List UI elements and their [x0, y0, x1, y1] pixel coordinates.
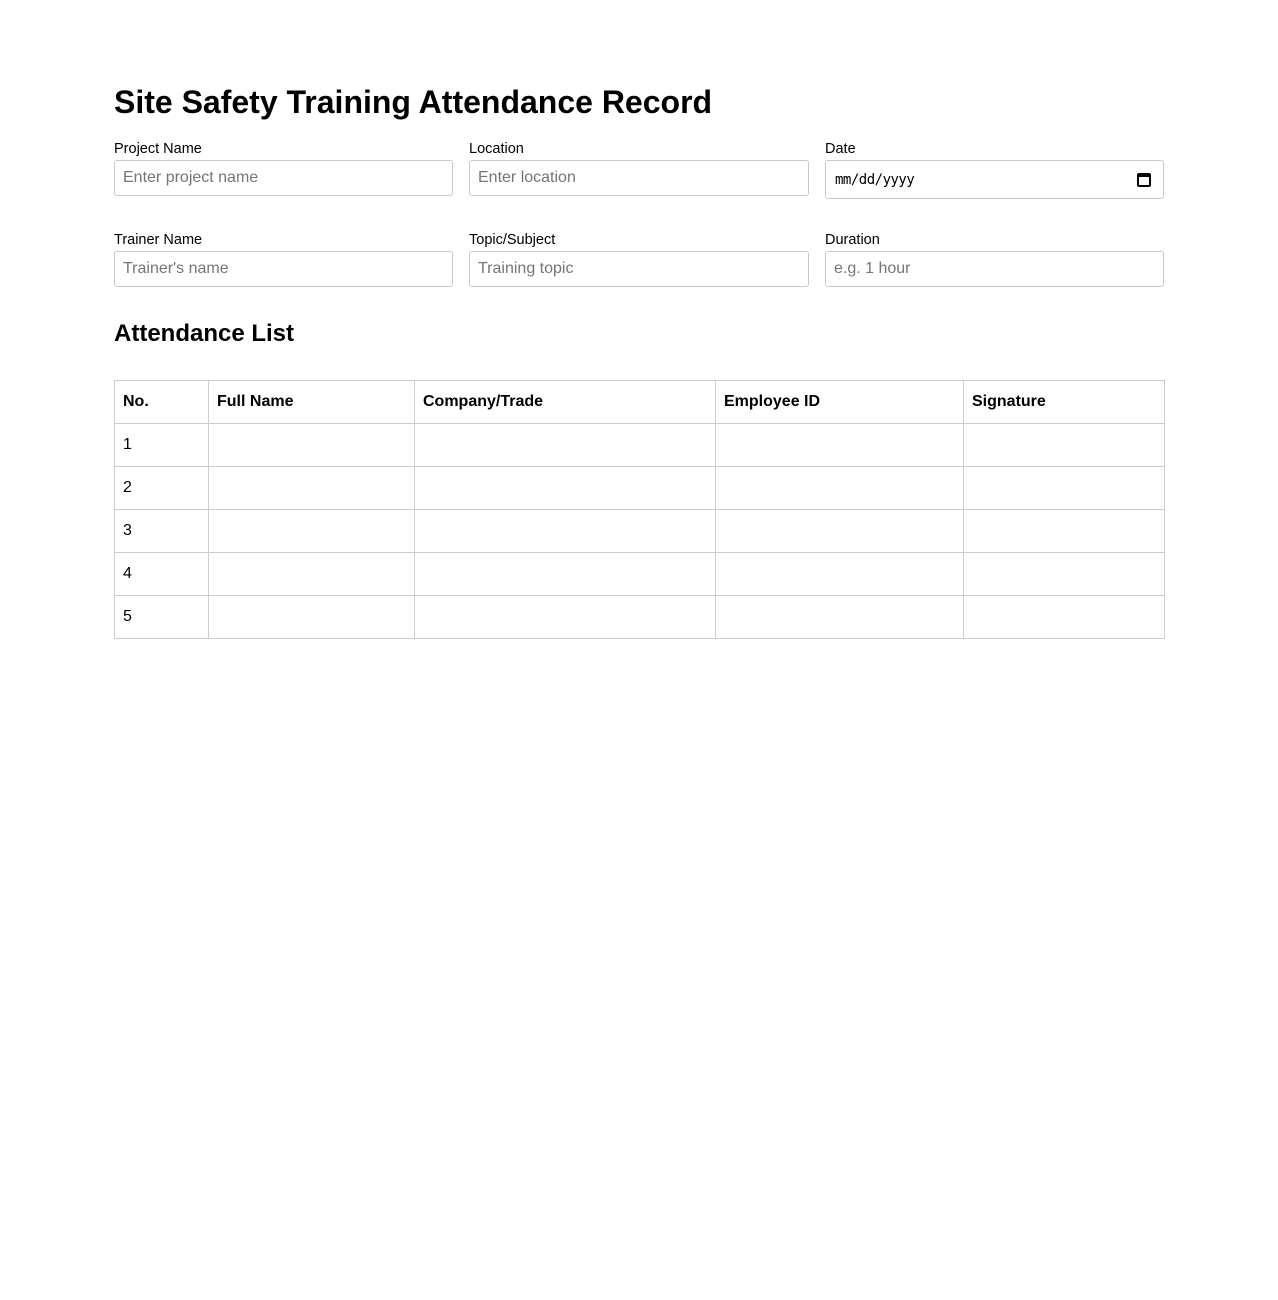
row-number: 3	[115, 510, 209, 553]
date-placeholder: mm/dd/yyyy	[835, 172, 915, 188]
signature-cell[interactable]	[964, 596, 1165, 639]
date-label: Date	[825, 141, 856, 157]
column-header-signature: Signature	[964, 381, 1165, 424]
date-field	[825, 140, 1164, 199]
full-name-cell[interactable]	[209, 596, 415, 639]
table-row	[115, 510, 1165, 553]
form-row-2	[114, 231, 1164, 287]
calendar-icon[interactable]	[1137, 173, 1151, 187]
duration-field	[825, 231, 1164, 287]
attendance-table	[114, 380, 1165, 639]
company-cell[interactable]	[415, 510, 716, 553]
duration-input[interactable]	[825, 251, 1164, 287]
company-cell[interactable]	[415, 467, 716, 510]
full-name-cell[interactable]	[209, 424, 415, 467]
employee-id-cell[interactable]	[716, 510, 964, 553]
row-number: 2	[115, 467, 209, 510]
topic-input[interactable]	[469, 251, 809, 287]
column-header-no: No.	[115, 381, 209, 424]
company-cell[interactable]	[415, 424, 716, 467]
trainer-name-field	[114, 231, 453, 287]
location-label: Location	[469, 141, 524, 157]
employee-id-cell[interactable]	[716, 596, 964, 639]
project-name-input[interactable]	[114, 160, 453, 196]
full-name-cell[interactable]	[209, 467, 415, 510]
trainer-name-label: Trainer Name	[114, 232, 203, 248]
topic-label: Topic/Subject	[469, 232, 556, 248]
signature-cell[interactable]	[964, 553, 1165, 596]
table-row	[115, 553, 1165, 596]
table-header-row	[115, 381, 1165, 424]
date-input[interactable]	[825, 160, 1164, 199]
table-row	[115, 467, 1165, 510]
form-row-1	[114, 140, 1164, 199]
attendance-heading: Attendance List	[114, 320, 295, 347]
table-row	[115, 596, 1165, 639]
project-name-field	[114, 140, 453, 199]
full-name-cell[interactable]	[209, 553, 415, 596]
signature-cell[interactable]	[964, 467, 1165, 510]
row-number: 1	[115, 424, 209, 467]
signature-cell[interactable]	[964, 510, 1165, 553]
column-header-full-name: Full Name	[209, 381, 415, 424]
topic-field	[469, 231, 809, 287]
location-field	[469, 140, 809, 199]
row-number: 4	[115, 553, 209, 596]
company-cell[interactable]	[415, 596, 716, 639]
duration-label: Duration	[825, 232, 880, 248]
employee-id-cell[interactable]	[716, 467, 964, 510]
location-input[interactable]	[469, 160, 809, 196]
employee-id-cell[interactable]	[716, 424, 964, 467]
column-header-employee-id: Employee ID	[716, 381, 964, 424]
column-header-company: Company/Trade	[415, 381, 716, 424]
full-name-cell[interactable]	[209, 510, 415, 553]
employee-id-cell[interactable]	[716, 553, 964, 596]
company-cell[interactable]	[415, 553, 716, 596]
table-row	[115, 424, 1165, 467]
signature-cell[interactable]	[964, 424, 1165, 467]
row-number: 5	[115, 596, 209, 639]
trainer-name-input[interactable]	[114, 251, 453, 287]
project-name-label: Project Name	[114, 141, 202, 157]
page-title: Site Safety Training Attendance Record	[114, 84, 713, 120]
